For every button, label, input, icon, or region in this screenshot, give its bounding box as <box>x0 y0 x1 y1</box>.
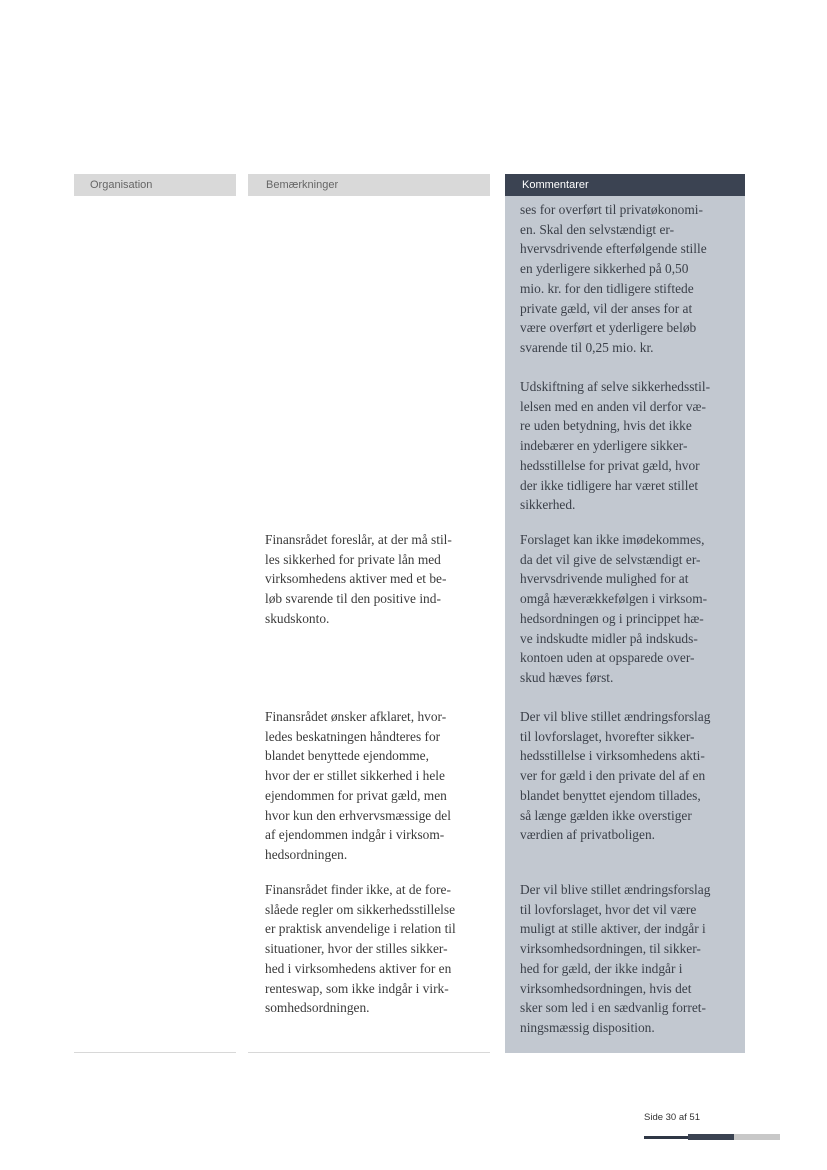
bemaerkning-text: Finansrådet finder ikke, at de fore- slåede regler om sikkerhedsstillelse er praktisk anvendelige i relation til situationer, hvor der stilles sikker- hed i virksomhedens aktiver for en renteswap, som ikke indgår i virk- somhedsordningen. <box>265 882 456 1016</box>
bemaerkninger-column-bottom-rule <box>248 1052 490 1053</box>
header-kommentarer: Kommentarer <box>505 174 745 196</box>
kommentar-text: Udskiftning af selve sikkerhedsstil- lelsen med en anden vil derfor væ- re uden betydning, hvis det ikke indebærer en yderligere sikker- hedsstillelse for privat gæld, hvor der ikke tidligere har været stillet sikkerhed. <box>520 379 711 513</box>
footer-bar-light <box>734 1134 780 1140</box>
bemaerkning-text: Finansrådet foreslår, at der må stil- les sikkerhed for private lån med virksomhedens aktiver med et be- løb svarende til den positive ind- skudskonto. <box>265 532 452 626</box>
organisation-column-bottom-rule <box>74 1052 236 1053</box>
kommentar-text: Der vil blive stillet ændringsforslag til lovforslaget, hvorefter sikker- hedsstillelse i virksomhedens akti- ver for gæld i den private del af en blandet benyttet ejendom tillades, så længe gælden ikke overstiger værdien af privatboligen. <box>520 709 711 843</box>
kommentar-text: Forslaget kan ikke imødekommes, da det vil give de selvstændigt er- hvervsdrivende mulighed for at omgå hæverækkefølgen i virksom- hedsordningen og i princippet hæ- ve indskudte midler på indskuds- kontoen uden at opsparede over- skud hæves først. <box>520 532 708 685</box>
page-number: Side 30 af 51 <box>644 1112 700 1123</box>
bemaerkning-text: Finansrådet ønsker afklaret, hvor- ledes beskatningen håndteres for blandet benyttede ejendomme, hvor der er stillet sikkerhed i hele ejendommen for privat gæld, men hvor kun den erhvervsmæssige del af ejendommen indgår i virksom- hedsordningen. <box>265 709 451 862</box>
kommentar-text: ses for overført til privatøkonomi- en. Skal den selvstændigt er- hvervsdrivende efterfølgende stille en yderligere sikkerhed på 0,50 mio. kr. for den tidligere stiftede private gæld, vil der anses for at være overført et yderligere beløb svarende til 0,25 mio. kr. <box>520 202 707 355</box>
header-organisation: Organisation <box>74 174 236 196</box>
kommentar-text: Der vil blive stillet ændringsforslag til lovforslaget, hvor det vil være muligt at stille aktiver, der indgår i virksomhedsordningen, til sikker- hed for gæld, der ikke indgår i virksomhedsordningen, hvis det sker som led i en sædvanlig forret- ningsmæssig disposition. <box>520 882 711 1035</box>
footer-bar-accent <box>688 1134 734 1140</box>
header-bemaerkninger: Bemærkninger <box>248 174 490 196</box>
